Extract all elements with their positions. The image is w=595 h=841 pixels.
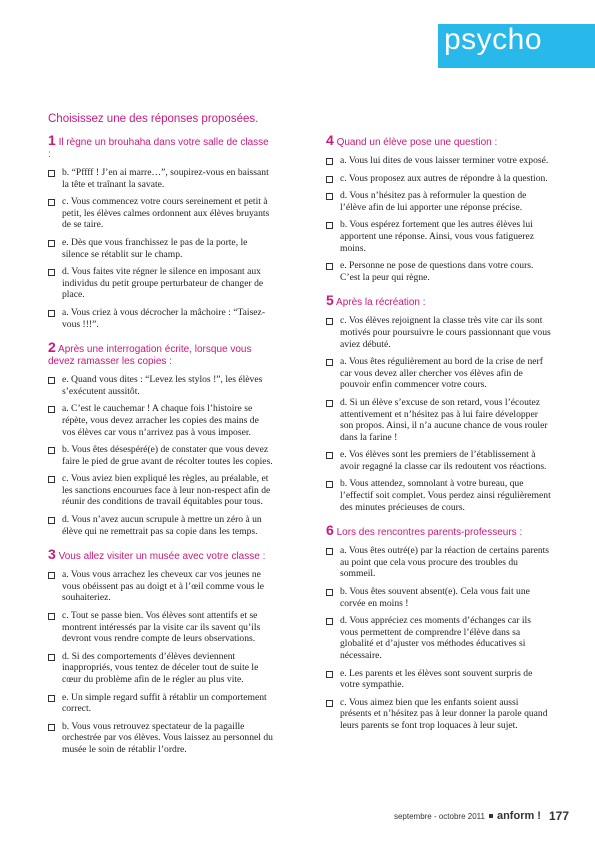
question-heading (326, 134, 551, 149)
answer-text: a. C’est le cauchemar ! A chaque fois l’histoire se répète, vous devez arracher les copies des mains de vos élèves car vous n’arrivez pas à vous imposer. (62, 403, 259, 438)
question-heading (48, 548, 273, 563)
answer-option[interactable] (48, 721, 273, 756)
answer-option[interactable] (48, 692, 273, 715)
question-block (48, 341, 273, 537)
answer-text: a. Vous vous arrachez les cheveux car vos jeunes ne vous obéissent pas au doigt et à l’œil comme vous le souhaiteriez. (62, 569, 264, 604)
question-heading (48, 134, 273, 161)
answer-option[interactable] (326, 190, 551, 213)
checkbox-icon[interactable] (48, 406, 55, 413)
question-text: Vous allez visiter un musée avec votre classe : (58, 551, 266, 563)
question-number: 6 (326, 522, 334, 539)
checkbox-icon[interactable] (326, 263, 333, 270)
question-block (48, 548, 273, 755)
answer-text: b. Vous êtes désespéré(e) de constater que vous devez faire le pied de grue avant de récolter toutes les copies. (62, 444, 273, 467)
question-number: 4 (326, 132, 334, 148)
answer-text: e. Personne ne pose de questions dans votre cours. C’est la peur qui règne. (340, 260, 534, 283)
answer-text: c. Vous aviez bien expliqué les règles, au préalable, et les sanctions encourues face à leur non-respect afin de réunir des conditions de travail équitables pour tous. (62, 473, 271, 508)
checkbox-icon[interactable] (326, 589, 333, 596)
question-text: Après la récréation : (336, 297, 426, 309)
answer-option[interactable] (326, 173, 551, 185)
checkbox-icon[interactable] (48, 377, 55, 384)
question-number: 5 (326, 292, 334, 309)
checkbox-icon[interactable] (326, 700, 333, 707)
answer-text: d. Vous n’hésitez pas à reformuler la question de l’élève afin de lui apporter une réponse précise. (340, 190, 527, 213)
answer-text: d. Si un élève s’excuse de son retard, vous l’écoutez attentivement et n’hésitez pas à lui faire développer son propos. Ainsi, il n’a aucune chance de vous rouler dans la farine ! (340, 396, 548, 443)
answer-option[interactable] (48, 444, 273, 467)
answer-text: e. Quand vous dites : “Levez les stylos !”, les élèves s’exécutent aussitôt. (62, 374, 263, 397)
checkbox-icon[interactable] (48, 476, 55, 483)
answer-text: c. Vos élèves rejoignent la classe très vite car ils sont motivés pour poursuivre le cours passionnant que vous aviez débuté. (340, 315, 551, 350)
question-block (48, 134, 273, 330)
answer-option[interactable] (326, 315, 551, 350)
question-heading (326, 294, 551, 309)
answer-text: b. Vous vous retrouvez spectateur de la pagaille orchestrée par vos élèves. Vous laissez au personnel du musée le soin de rétablir l’ordre. (62, 720, 273, 755)
answer-text: c. Vous commencez votre cours sereinement et petit à petit, les élèves calmes ordonnent aux élèves bruyants de se taire. (62, 196, 270, 231)
answer-text: b. Vous attendez, somnolant à votre bureau, que l’effectif soit complet. Vous perdez ainsi régulièrement des minutes précieuses de cours. (340, 478, 551, 513)
question-block (326, 134, 551, 283)
checkbox-icon[interactable] (48, 654, 55, 661)
answer-option[interactable] (326, 615, 551, 661)
checkbox-icon[interactable] (48, 517, 55, 524)
answer-option[interactable] (48, 473, 273, 508)
question-text: Quand un élève pose une question : (336, 137, 498, 148)
issue-date: septembre - octobre 2011 (393, 811, 485, 821)
checkbox-icon[interactable] (326, 452, 333, 459)
question-number: 2 (48, 339, 56, 356)
answer-text: a. Vous êtes outré(e) par la réaction de certains parents au point que cela vous procure des troubles du sommeil. (340, 545, 550, 580)
checkbox-icon[interactable] (326, 359, 333, 366)
question-heading (48, 341, 273, 368)
right-column (326, 134, 551, 743)
answer-option[interactable] (326, 668, 551, 691)
answer-option[interactable] (48, 167, 273, 190)
left-column (48, 134, 273, 767)
answer-text: a. Vous lui dites de vous laisser terminer votre exposé. (340, 155, 549, 166)
answer-text: b. Vous êtes souvent absent(e). Cela vous fait une corvée en moins ! (340, 586, 530, 609)
answer-option[interactable] (326, 260, 551, 283)
checkbox-icon[interactable] (326, 158, 333, 165)
checkbox-icon[interactable] (326, 176, 333, 183)
checkbox-icon[interactable] (326, 481, 333, 488)
answer-text: e. Les parents et les élèves sont souvent surpris de votre sympathie. (340, 667, 533, 691)
answer-text: d. Vous n’avez aucun scrupule à mettre un zéro à un élève qui ne remettrait pas sa copie dans les temps. (62, 514, 262, 537)
question-text: Il règne un brouhaha dans votre salle de classe : (48, 137, 269, 160)
answer-text: d. Si des comportements d’élèves deviennent inappropriés, vous tentez de déceler tout de suite le cœur du problème afin de le régler au plus vite. (62, 650, 259, 685)
checkbox-icon[interactable] (48, 572, 55, 579)
question-block (326, 294, 551, 513)
question-number: 1 (48, 132, 56, 148)
checkbox-icon[interactable] (326, 671, 333, 678)
checkbox-icon[interactable] (48, 240, 55, 247)
checkbox-icon[interactable] (326, 193, 333, 200)
answer-option[interactable] (48, 514, 273, 537)
question-number: 3 (48, 546, 56, 563)
answer-option[interactable] (48, 610, 273, 645)
intro-text: Choisissez une des réponses proposées. (48, 113, 259, 125)
question-block (326, 524, 551, 731)
answer-text: e. Un simple regard suffit à rétablir un comportement correct. (62, 691, 267, 715)
answer-option[interactable] (326, 449, 551, 472)
checkbox-icon[interactable] (48, 447, 55, 454)
section-title: psycho (444, 23, 543, 56)
answer-option[interactable] (48, 374, 273, 397)
answer-text: e. Dès que vous franchissez le pas de la porte, le silence se rétablit sur le champ. (62, 236, 248, 260)
checkbox-icon[interactable] (48, 695, 55, 702)
page-number: 177 (548, 809, 569, 823)
answer-option[interactable] (48, 651, 273, 686)
magazine-name: anform ! (496, 810, 541, 822)
square-bullet-icon (489, 814, 493, 818)
checkbox-icon[interactable] (48, 310, 55, 317)
answer-option[interactable] (326, 545, 551, 580)
checkbox-icon[interactable] (48, 170, 55, 177)
answer-option[interactable] (48, 196, 273, 231)
answer-option[interactable] (48, 266, 273, 301)
answer-option[interactable] (326, 219, 551, 254)
answer-text: d. Vous faites vite régner le silence en imposant aux individus du petit groupe perturbateur de changer de place. (62, 266, 264, 301)
answer-option[interactable] (326, 155, 551, 167)
answer-option[interactable] (326, 397, 551, 443)
answer-option[interactable] (48, 403, 273, 438)
answer-text: e. Vos élèves sont les premiers de l’établissement à avoir regagné la classe car ils redoutent vos réactions. (340, 449, 547, 472)
answer-text: a. Vous criez à vous décrocher la mâchoire : “Taisez-vous !!!”. (62, 306, 266, 330)
answer-text: c. Vous aimez bien que les enfants soient aussi présents et n’hésitez pas à leur donner la parole quand leurs parents se font trop loquaces à leur sujet. (340, 696, 548, 731)
checkbox-icon[interactable] (48, 199, 55, 206)
checkbox-icon[interactable] (326, 318, 333, 325)
answer-option[interactable] (48, 569, 273, 604)
answer-text: b. Vous espérez fortement que les autres élèves lui apportent une réponse. Ainsi, vous vous fatiguerez moins. (340, 219, 534, 254)
answer-text: c. Vous proposez aux autres de répondre à la question. (340, 172, 548, 184)
checkbox-icon[interactable] (48, 613, 55, 620)
answer-option[interactable] (326, 586, 551, 609)
answer-text: b. “Pffff ! J’en ai marre…”, soupirez-vous en baissant la tête et traînant la savate. (62, 167, 269, 190)
answer-text: a. Vous êtes régulièrement au bord de la crise de nerf car vous devez aller chercher vos élèves afin de pouvoir enfin commencer votre cours. (340, 356, 543, 391)
answer-text: d. Vous appréciez ces moments d’échanges car ils vous permettent de comprendre l’élève dans sa globalité et d’ajuster vos méthodes éducatives si nécessaire. (340, 615, 531, 661)
question-text: Lors des rencontres parents-professeurs : (336, 527, 523, 539)
answer-option[interactable] (48, 307, 273, 330)
answer-option[interactable] (48, 237, 273, 260)
answer-option[interactable] (326, 356, 551, 391)
checkbox-icon[interactable] (48, 269, 55, 276)
question-text: Après une interrogation écrite, lorsque vous devez ramasser les copies : (48, 344, 252, 368)
checkbox-icon[interactable] (326, 222, 333, 229)
checkbox-icon[interactable] (326, 400, 333, 407)
question-heading (326, 524, 551, 539)
page-footer (394, 809, 569, 823)
answer-text: c. Tout se passe bien. Vos élèves sont attentifs et se montrent intéressés par la visite car ils savent qu’ils devront vous rendre compte de leurs observations. (62, 610, 261, 645)
checkbox-icon[interactable] (326, 618, 333, 625)
answer-option[interactable] (326, 697, 551, 732)
checkbox-icon[interactable] (326, 548, 333, 555)
checkbox-icon[interactable] (48, 724, 55, 731)
answer-option[interactable] (326, 478, 551, 513)
